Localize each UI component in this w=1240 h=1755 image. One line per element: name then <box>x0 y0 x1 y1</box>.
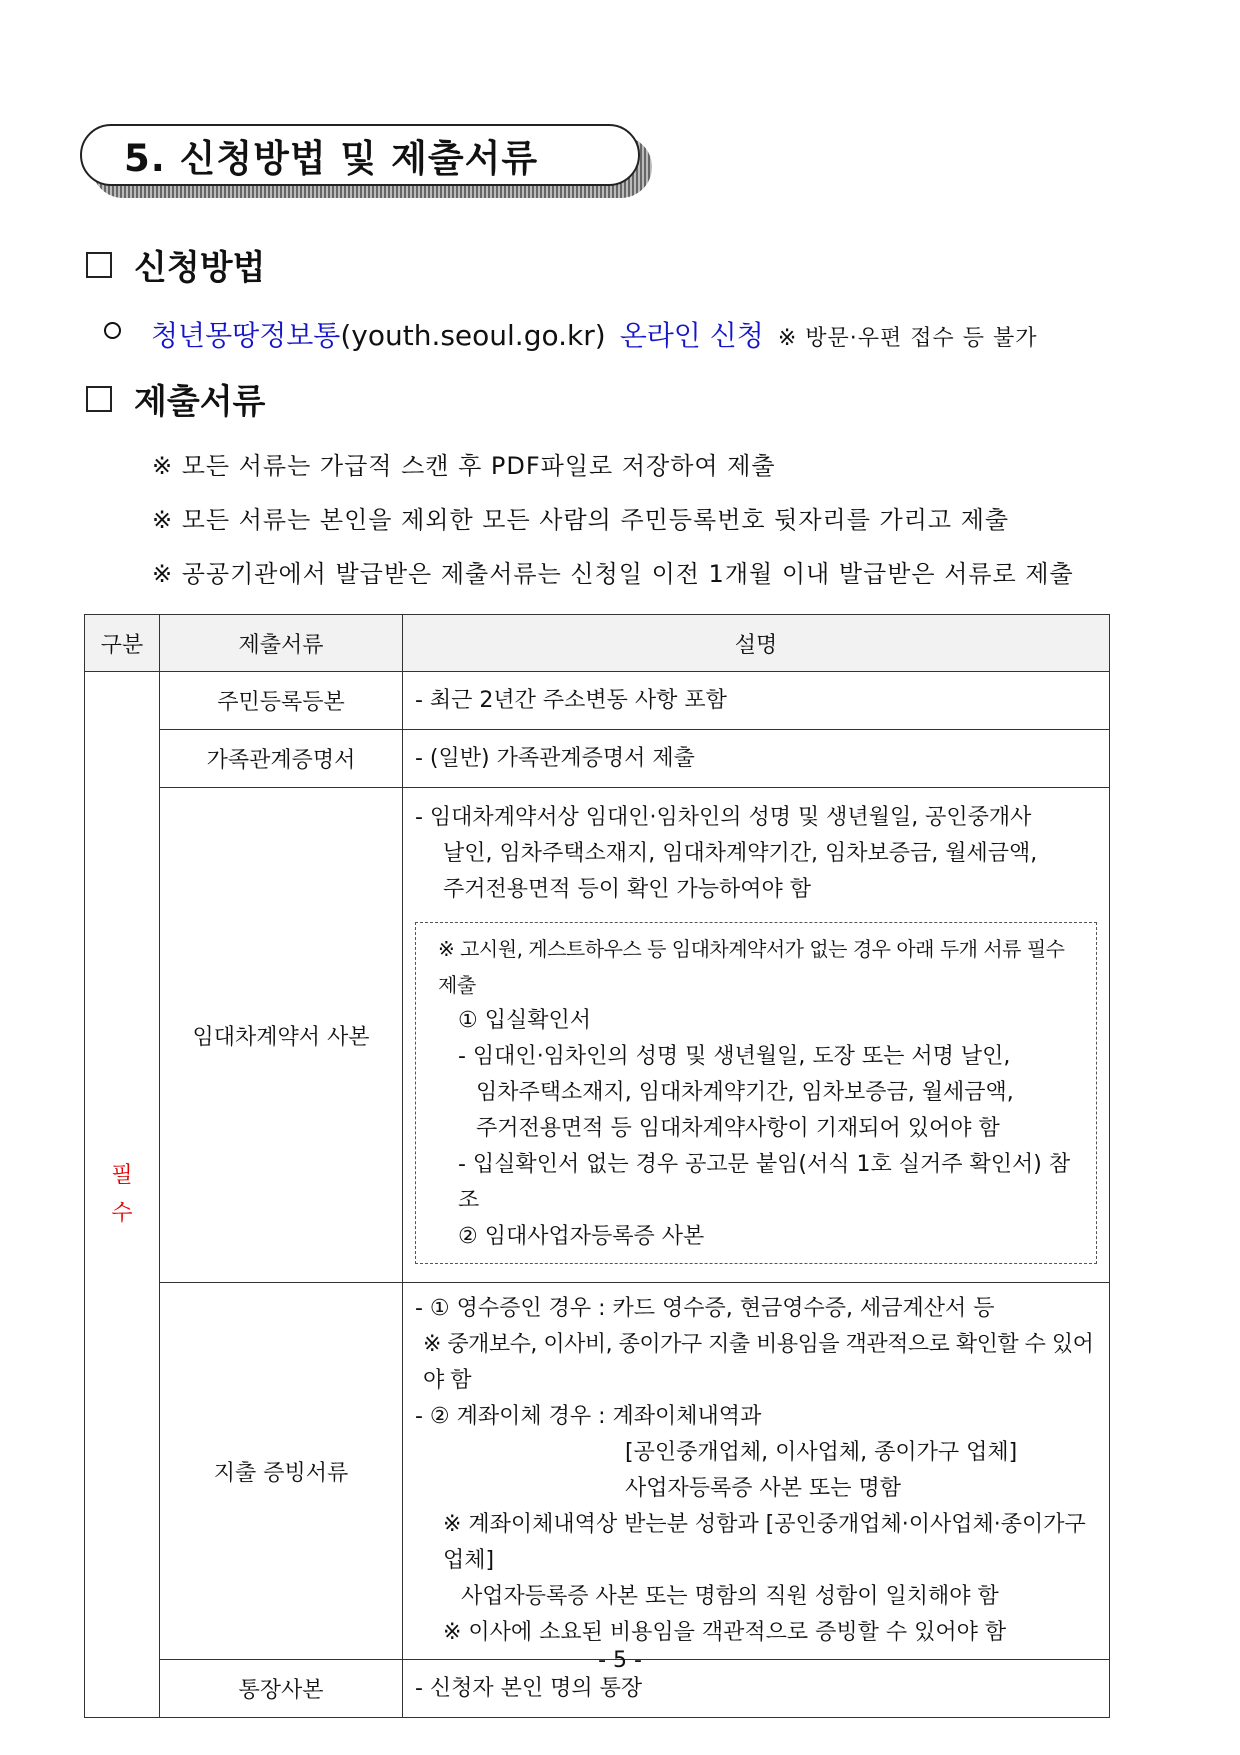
documents-table <box>84 614 1110 1718</box>
table-header-row <box>85 615 1110 672</box>
method-note: ※ 방문·우편 접수 등 불가 <box>777 326 1038 351</box>
square-bullet-icon <box>86 252 112 278</box>
note-1: ※ 모든 서류는 가급적 스캔 후 PDF파일로 저장하여 제출 <box>152 452 776 480</box>
table-row <box>85 1283 1110 1660</box>
documents-heading <box>86 374 265 423</box>
exception-box: ※ 고시원, 게스트하우스 등 임대차계약서가 없는 경우 아래 두개 서류 필수 제출 ① 입실확인서 - 임대인·임차인의 성명 및 생년월일, 도장 또는 서명 날인, 임차주택소재지, 임대차계약기간, 임차보증금, 월세금액, 주거전용면적 등 임대차계약사항이 기재되어 있어야 함 - 입실확인서 없는 경우 공고문 붙임(서식 1호 실거주 확인서) 참조 ② 임대사업자등록증 사본 <box>415 922 1097 1264</box>
square-bullet-icon <box>86 386 112 412</box>
table-row <box>85 672 1110 730</box>
header-category: 구분 <box>85 615 160 672</box>
doc-desc: - 신청자 본인 명의 통장 <box>403 1660 1110 1718</box>
title-frame <box>80 124 640 186</box>
header-description: 설명 <box>403 615 1110 672</box>
method-heading-text: 신청방법 <box>134 248 266 288</box>
doc-name: 임대차계약서 사본 <box>160 788 403 1283</box>
doc-desc: - ① 영수증인 경우 : 카드 영수증, 현금영수증, 세금계산서 등 ※ 중개보수, 이사비, 종이가구 지출 비용임을 객관적으로 확인할 수 있어야 함 - ② 계좌이체 경우 : 계좌이체내역과 [공인중개업체, 이사업체, 종이가구 업체] 사업자등록증 사본 또는 명함 ※ 계좌이체내역상 받는분 성함과 [공인중개업체·이사업체·종이가구 업체] 사업자등록증 사본 또는 명함의 직원 성함이 일치해야 함 ※ 이사에 소요된 비용임을 객관적으로 증빙할 수 있어야 함 <box>403 1283 1110 1660</box>
section-title: 5. 신청방법 및 제출서류 <box>124 137 539 180</box>
site-url: (youth.seoul.go.kr) <box>340 319 606 352</box>
documents-heading-text: 제출서류 <box>134 382 266 422</box>
doc-desc: - (일반) 가족관계증명서 제출 <box>403 730 1110 788</box>
doc-desc: - 최근 2년간 주소변동 사항 포함 <box>403 672 1110 730</box>
method-heading <box>86 240 265 289</box>
online-apply: 온라인 신청 <box>619 319 764 352</box>
header-document: 제출서류 <box>160 615 403 672</box>
note-3: ※ 공공기관에서 발급받은 제출서류는 신청일 이전 1개월 이내 발급받은 서류로 제출 <box>152 560 1074 588</box>
doc-name: 주민등록등본 <box>160 672 403 730</box>
table-row <box>85 730 1110 788</box>
table-row <box>85 788 1110 1283</box>
doc-name: 지출 증빙서류 <box>160 1283 403 1660</box>
circle-bullet-icon <box>104 322 121 339</box>
doc-name: 통장사본 <box>160 1660 403 1718</box>
doc-name: 가족관계증명서 <box>160 730 403 788</box>
doc-desc: - 임대차계약서상 임대인·임차인의 성명 및 생년월일, 공인중개사 날인, 임차주택소재지, 임대차계약기간, 임차보증금, 월세금액, 주거전용면적 등이 확인 가능하여야 함 ※ 고시원, 게스트하우스 등 임대차계약서가 없는 경우 아래 두개 서류 필수 제출 ① 입실확인서 - 임대인·임차인의 성명 및 생년월일, 도장 또는 서명 날인, 임차주택소재지, 임대차계약기간, 임차보증금, 월세금액, 주거전용면적 등 임대차계약사항이 기재되어 있어야 함 - 입실확인서 없는 경우 공고문 붙임(서식 1호 실거주 확인서) 참조 ② 임대사업자등록증 사본 <box>403 788 1110 1283</box>
page-number: - 5 - <box>598 1648 642 1673</box>
site-name: 청년몽땅정보통 <box>151 319 341 352</box>
category-required: 필 수 <box>85 672 160 1718</box>
section-title-box <box>80 124 654 200</box>
note-2: ※ 모든 서류는 본인을 제외한 모든 사람의 주민등록번호 뒷자리를 가리고 제출 <box>152 506 1010 534</box>
method-line <box>104 314 1038 354</box>
